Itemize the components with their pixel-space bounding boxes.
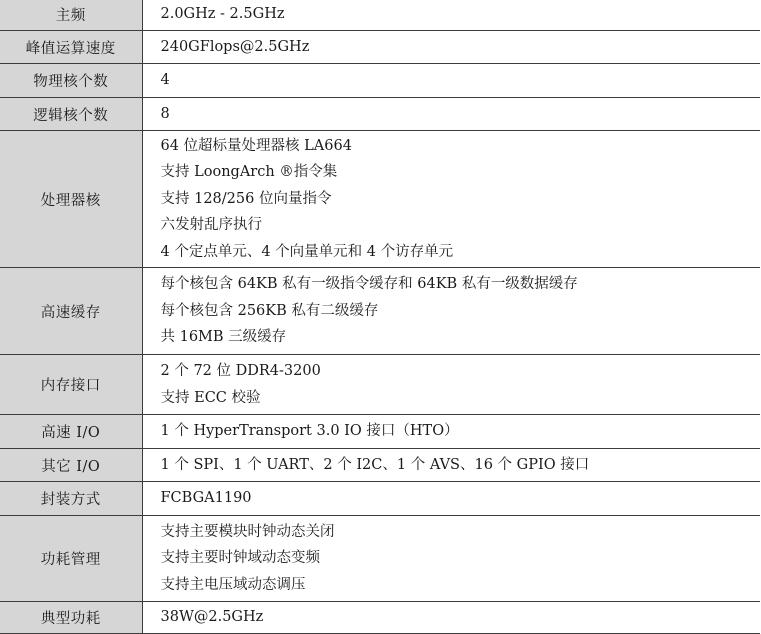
row-label: 功耗管理 (0, 516, 142, 602)
row-value (142, 31, 760, 64)
value-line: 2 个 72 位 DDR4-3200 (160, 363, 321, 379)
row-value (142, 449, 760, 482)
row-value (142, 131, 760, 268)
value-line: 支持 ECC 校验 (160, 389, 261, 406)
row-label: 典型功耗 (0, 602, 142, 634)
table-row (0, 602, 760, 634)
value-line: 支持主要模块时钟动态关闭 (160, 523, 335, 540)
table-row (0, 355, 760, 415)
row-value (142, 98, 760, 131)
value-line: 六发射乱序执行 (160, 217, 262, 234)
value-line: 38W@2.5GHz (160, 609, 264, 626)
row-label: 峰值运算速度 (0, 31, 142, 64)
value-line: 每个核包含 256KB 私有二级缓存 (160, 302, 379, 319)
row-value (142, 482, 760, 516)
row-label: 处理器核 (0, 131, 142, 268)
row-label: 高速缓存 (0, 268, 142, 355)
row-label: 高速 I/O (0, 415, 142, 449)
value-line: 共 16MB 三级缓存 (160, 329, 287, 346)
value-line: 8 (160, 105, 170, 122)
value-line: 1 个 SPI、1 个 UART、2 个 I2C、1 个 AVS、16 个 GPIO 接口 (160, 456, 590, 473)
row-label: 内存接口 (0, 355, 142, 415)
row-value (142, 0, 760, 31)
row-label: 封装方式 (0, 482, 142, 516)
value-line: 支持主电压域动态调压 (160, 576, 306, 593)
value-line: FCBGA1190 (160, 490, 252, 507)
table-row (0, 449, 760, 482)
row-label: 主频 (0, 0, 142, 31)
table-row (0, 0, 760, 31)
row-value (142, 516, 760, 602)
row-value (142, 64, 760, 98)
row-label: 其它 I/O (0, 449, 142, 482)
row-label: 逻辑核个数 (0, 98, 142, 131)
value-line: 支持 LoongArch ®指令集 (160, 164, 338, 181)
row-label: 物理核个数 (0, 64, 142, 98)
row-value (142, 602, 760, 634)
value-line: 4 (160, 72, 170, 89)
value-line: 64 位超标量处理器核 LA664 (160, 137, 352, 154)
value-line: 1 个 HyperTransport 3.0 IO 接口（HTO） (160, 423, 459, 440)
row-value (142, 268, 760, 355)
table-row (0, 482, 760, 516)
table-row (0, 415, 760, 449)
table-row (0, 131, 760, 268)
value-line: 支持主要时钟域动态变频 (160, 550, 320, 567)
value-line: 240GFlops@2.5GHz (160, 38, 310, 55)
value-line: 4 个定点单元、4 个向量单元和 4 个访存单元 (160, 243, 454, 260)
row-value (142, 355, 760, 415)
table-row (0, 268, 760, 355)
table-row (0, 31, 760, 64)
value-line: 2.0GHz - 2.5GHz (160, 6, 285, 23)
value-line: 支持 128/256 位向量指令 (160, 190, 332, 207)
row-value (142, 415, 760, 449)
table-row (0, 516, 760, 602)
value-line: 每个核包含 64KB 私有一级指令缓存和 64KB 私有一级数据缓存 (160, 276, 578, 293)
table-row (0, 64, 760, 98)
table-row (0, 98, 760, 131)
